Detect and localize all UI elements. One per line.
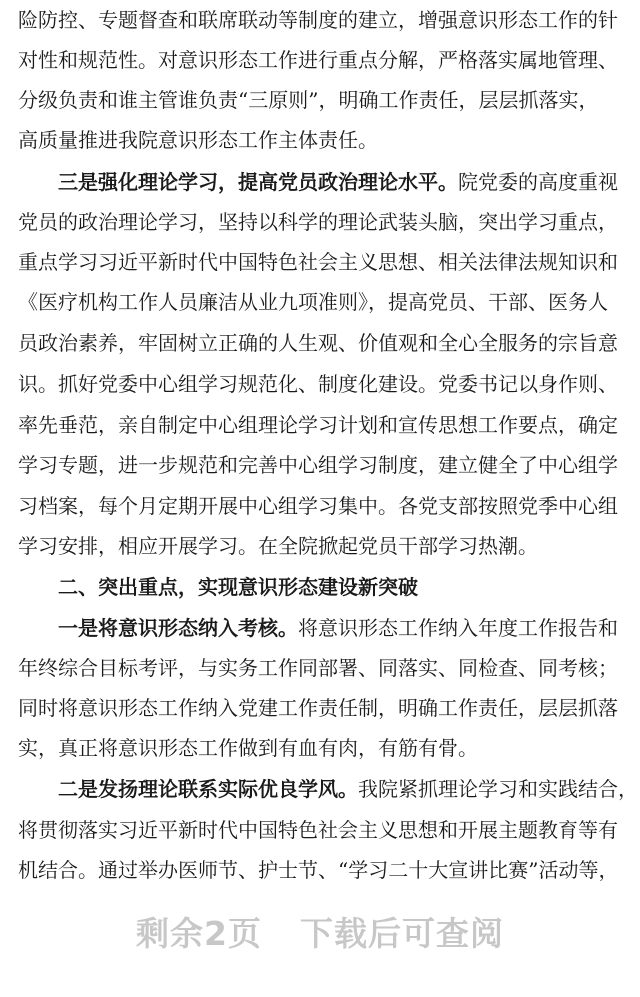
text-line <box>18 447 624 483</box>
text-line <box>18 82 624 118</box>
text-line <box>18 42 624 78</box>
paragraph-start-line <box>18 771 640 807</box>
paragraph-lead-bold: 一是将意识形态纳入考核。 <box>58 616 298 640</box>
line-text: 院党委的高度重视 <box>458 170 618 194</box>
text-line <box>18 204 624 240</box>
line-text: 将贯彻落实习近平新时代中国特色社会主义思想和开展主题教育等有 <box>18 818 618 842</box>
paragraph-lead-bold: 三是强化理论学习，提高党员政治理论水平。 <box>58 170 458 194</box>
line-text: 党员的政治理论学习，坚持以科学的理论武装头脑，突出学习重点， <box>18 210 618 234</box>
line-text: 员政治素养，牢固树立正确的人生观、价值观和全心全服务的宗旨意 <box>18 331 618 355</box>
text-line <box>18 650 624 686</box>
line-text: 实，真正将意识形态工作做到有血有肉，有筋有骨。 <box>18 736 478 760</box>
download-prompt-banner[interactable] <box>0 908 640 955</box>
line-text: 习档案，每个月定期开展中心组学习集中。各党支部按照党季中心组 <box>18 494 618 518</box>
section-heading <box>18 569 640 605</box>
text-line <box>18 122 624 158</box>
text-line <box>18 244 624 280</box>
text-line <box>18 407 624 443</box>
line-text: 同时将意识形态工作纳入党建工作责任制，明确工作责任，层层抓落 <box>18 696 618 720</box>
text-line <box>18 852 624 888</box>
text-line <box>18 488 624 524</box>
line-text: 分级负责和谁主管谁负责“三原则”，明确工作责任，层层抓落实， <box>18 88 599 112</box>
text-line <box>18 366 624 402</box>
paragraph-start-line <box>18 164 640 200</box>
line-text: 险防控、专题督查和联席联动等制度的建立，增强意识形态工作的针 <box>18 8 618 32</box>
text-line <box>18 528 624 564</box>
text-line <box>18 2 624 38</box>
text-line <box>18 690 624 726</box>
line-text: 重点学习习近平新时代中国特色社会主义思想、相关法律法规知识和 <box>18 250 618 274</box>
text-line <box>18 284 624 320</box>
line-text: 识。抓好党委中心组学习规范化、制度化建设。党委书记以身作则、 <box>18 372 618 396</box>
line-text: 学习专题，进一步规范和完善中心组学习制度，建立健全了中心组学 <box>18 453 618 477</box>
line-text: 将意识形态工作纳入年度工作报告和 <box>298 616 618 640</box>
paragraph-lead-bold: 二是发扬理论联系实际优良学风。 <box>58 777 358 801</box>
text-line <box>18 325 624 361</box>
download-to-view-label: 下载后可查阅 <box>299 914 504 953</box>
text-line <box>18 812 624 848</box>
line-text: 年终综合目标考评，与实务工作同部署、同落实、同检查、同考核； <box>18 656 618 680</box>
line-text: 率先垂范，亲自制定中心组理论学习计划和宣传思想工作要点，确定 <box>18 413 618 437</box>
line-text: 对性和规范性。对意识形态工作进行重点分解，严格落实属地管理、 <box>18 48 618 72</box>
line-text: 高质量推进我院意识形态工作主体责任。 <box>18 128 378 152</box>
line-text: 学习安排，相应开展学习。在全院掀起党员干部学习热潮。 <box>18 534 538 558</box>
line-text: 我院紧抓理论学习和实践结合， <box>358 777 638 801</box>
paragraph-start-line <box>18 610 640 646</box>
line-text: 《医疗机构工作人员廉洁从业九项准则》，提高党员、干部、医务人 <box>18 290 608 314</box>
remaining-pages-label: 剩余2页 <box>136 914 262 953</box>
text-line <box>18 730 624 766</box>
line-text: 机结合。通过举办医师节、护士节、“学习二十大宣讲比赛”活动等， <box>18 858 619 882</box>
section-heading-text: 二、突出重点，实现意识形态建设新突破 <box>58 575 418 599</box>
